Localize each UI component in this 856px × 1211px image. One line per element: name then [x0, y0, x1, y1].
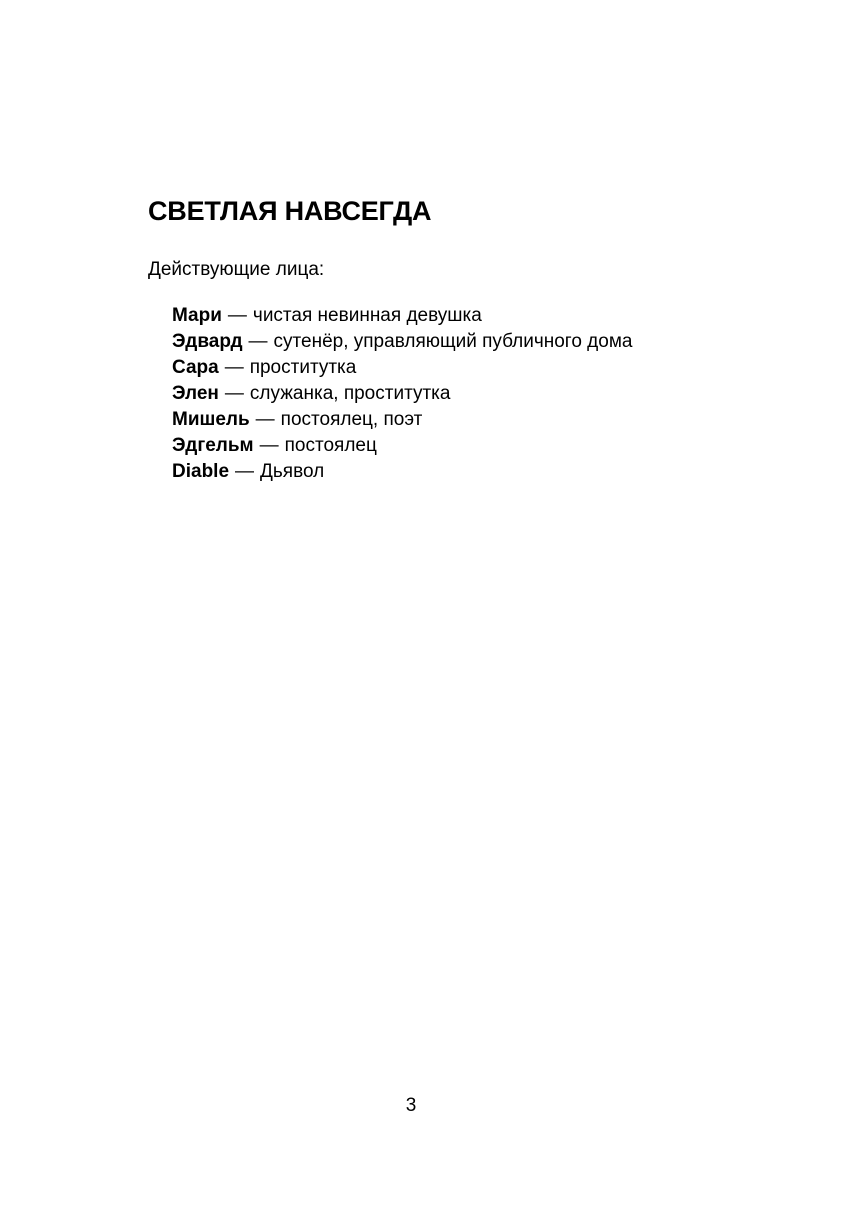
cast-item: [172, 381, 632, 407]
character-name: Элен: [172, 383, 219, 404]
cast-item: [172, 329, 632, 355]
character-name: Сара: [172, 357, 219, 378]
character-name: Эдвард: [172, 331, 243, 352]
cast-item: [172, 303, 632, 329]
dash-separator: —: [259, 435, 279, 456]
page-title: СВЕТЛАЯ НАВСЕГДА: [148, 196, 432, 226]
cast-item: [172, 407, 632, 433]
character-description: проститутка: [249, 357, 357, 378]
character-description: сутенёр, управляющий публичного дома: [273, 331, 633, 352]
dash-separator: —: [224, 383, 244, 404]
cast-item: [172, 433, 632, 459]
cast-intro: Действующие лица:: [148, 259, 325, 280]
character-description: служанка, проститутка: [249, 383, 451, 404]
character-description: постоялец: [284, 435, 377, 456]
dash-separator: —: [227, 305, 247, 326]
character-description: постоялец, поэт: [280, 409, 423, 430]
character-name: Эдгельм: [172, 435, 254, 456]
dash-separator: —: [224, 357, 244, 378]
cast-item: [172, 459, 632, 485]
character-name: Diable: [172, 461, 230, 482]
cast-item: [172, 355, 632, 381]
cast-list: [172, 303, 632, 485]
character-name: Мари: [172, 305, 222, 326]
character-name: Мишель: [172, 409, 250, 430]
dash-separator: —: [248, 331, 268, 352]
page-number: 3: [405, 1095, 417, 1116]
character-description: чистая невинная девушка: [252, 305, 482, 326]
dash-separator: —: [255, 409, 275, 430]
dash-separator: —: [235, 461, 255, 482]
character-description: Дьявол: [260, 461, 325, 482]
